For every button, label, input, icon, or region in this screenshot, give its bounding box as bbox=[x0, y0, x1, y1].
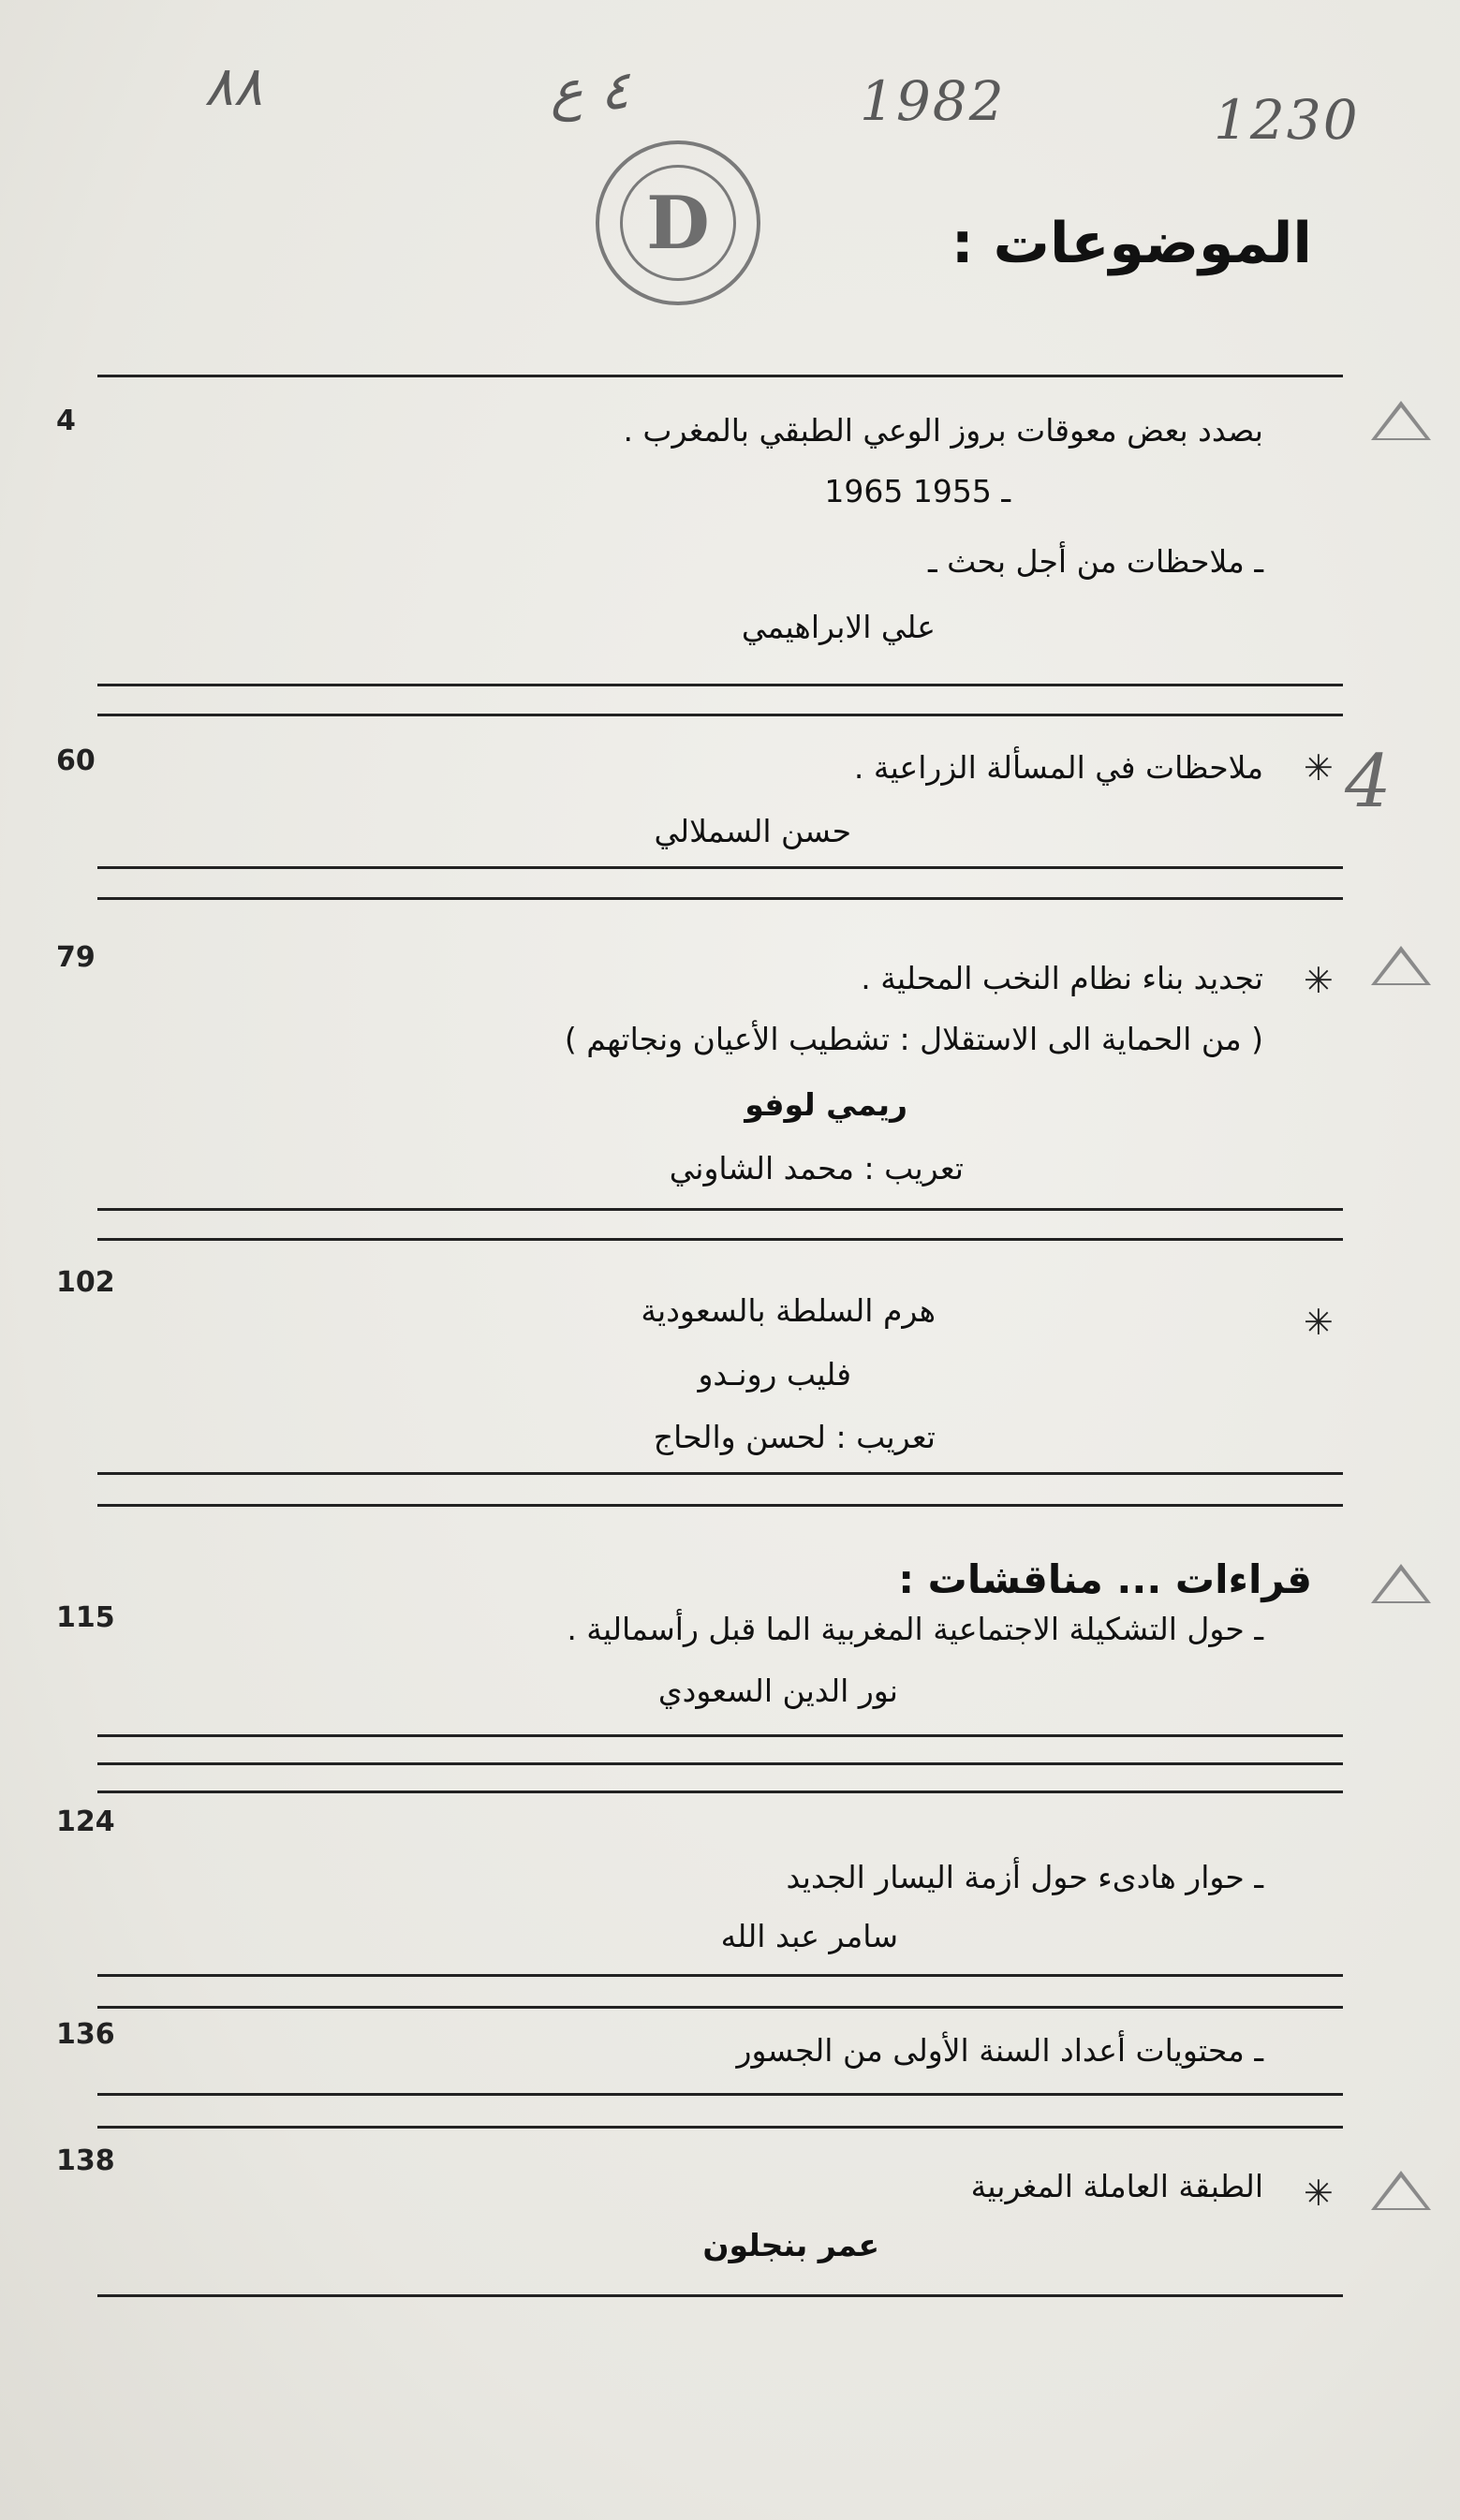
entry-dates: 1965 ـ 1955 bbox=[824, 473, 1010, 509]
page-title: الموضوعات : bbox=[951, 211, 1312, 276]
page-number: 79 bbox=[56, 941, 96, 974]
divider bbox=[97, 2294, 1343, 2297]
triangle-mark bbox=[1371, 401, 1431, 440]
divider bbox=[97, 1208, 1343, 1211]
handwritten-note-left: ٨٨ bbox=[204, 54, 263, 118]
reading-author: عمر بنجلون bbox=[702, 2227, 879, 2263]
divider bbox=[97, 1762, 1343, 1765]
entry-author: ريمي لوفو bbox=[745, 1086, 907, 1123]
divider bbox=[97, 714, 1343, 716]
entry-title: هرم السلطة بالسعودية bbox=[641, 1292, 936, 1329]
divider bbox=[97, 375, 1343, 377]
page-number: 102 bbox=[56, 1266, 115, 1299]
entry-author: فليب رونـدو bbox=[698, 1356, 851, 1393]
asterisk-icon: ✳ bbox=[1304, 1302, 1334, 1343]
entry-author: حسن السملالي bbox=[654, 813, 851, 849]
divider bbox=[97, 897, 1343, 900]
reading-title: ـ حوار هادىء حول أزمة اليسار الجديد bbox=[786, 1859, 1263, 1895]
reading-author: نور الدين السعودي bbox=[657, 1673, 898, 1709]
page-number: 124 bbox=[56, 1805, 115, 1838]
reading-author: سامر عبد الله bbox=[720, 1918, 898, 1954]
triangle-mark bbox=[1371, 946, 1431, 985]
entry-subtitle: ( من الحماية الى الاستقلال : تشطيب الأعيان ونجاتهم ) bbox=[564, 1021, 1263, 1057]
triangle-mark bbox=[1371, 2171, 1431, 2210]
page-number: 4 bbox=[56, 405, 76, 437]
reading-title: ـ حول التشكيلة الاجتماعية المغربية الما قبل رأسمالية . bbox=[567, 1611, 1263, 1647]
divider bbox=[97, 1791, 1343, 1793]
reading-title: الطبقة العاملة المغربية bbox=[970, 2168, 1263, 2204]
handwritten-note-mid: ٤ ع bbox=[551, 58, 630, 122]
handwritten-margin-mark: 4 bbox=[1345, 740, 1392, 824]
page-number: 138 bbox=[56, 2144, 115, 2177]
stamp-letter: D bbox=[620, 165, 736, 281]
divider bbox=[97, 684, 1343, 686]
entry-translator: تعريب : محمد الشاوني bbox=[669, 1150, 964, 1186]
handwritten-number: 1230 bbox=[1214, 88, 1360, 152]
asterisk-icon: ✳ bbox=[1304, 747, 1334, 788]
asterisk-icon: ✳ bbox=[1304, 960, 1334, 1001]
divider bbox=[97, 2126, 1343, 2129]
entry-translator: تعريب : لحسن والحاج bbox=[653, 1419, 936, 1455]
divider bbox=[97, 1238, 1343, 1241]
page-number: 60 bbox=[56, 744, 96, 777]
page-number: 115 bbox=[56, 1601, 115, 1634]
entry-title: تجديد بناء نظام النخب المحلية . bbox=[861, 960, 1263, 996]
entry-author: علي الابراهيمي bbox=[741, 609, 936, 645]
handwritten-year: 1982 bbox=[860, 69, 1006, 133]
divider bbox=[97, 1472, 1343, 1475]
page-number: 136 bbox=[56, 2018, 115, 2051]
divider bbox=[97, 2093, 1343, 2096]
divider bbox=[97, 1504, 1343, 1507]
divider bbox=[97, 2006, 1343, 2009]
divider bbox=[97, 866, 1343, 869]
asterisk-icon: ✳ bbox=[1304, 2173, 1334, 2214]
reading-title: ـ محتويات أعداد السنة الأولى من الجسور bbox=[736, 2032, 1263, 2069]
section-heading: قراءات ... مناقشات : bbox=[898, 1556, 1312, 1602]
triangle-mark bbox=[1371, 1564, 1431, 1603]
entry-subtitle: ـ ملاحظات من أجل بحث ـ bbox=[928, 543, 1263, 580]
entry-title: ملاحظات في المسألة الزراعية . bbox=[853, 749, 1263, 786]
entry-title: بصدد بعض معوقات بروز الوعي الطبقي بالمغرب . bbox=[623, 412, 1263, 449]
divider bbox=[97, 1734, 1343, 1737]
divider bbox=[97, 1974, 1343, 1977]
library-stamp bbox=[596, 140, 760, 305]
